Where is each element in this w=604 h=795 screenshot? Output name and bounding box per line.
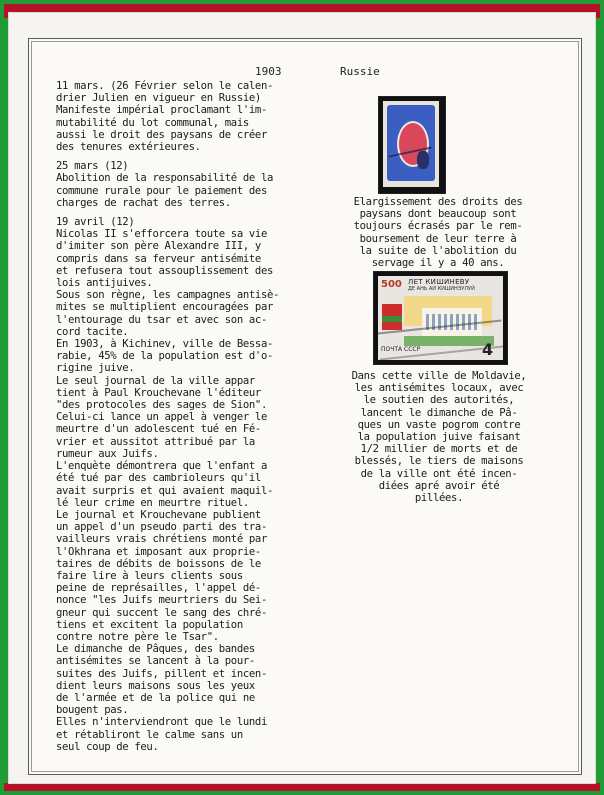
coat-of-arms-stripe xyxy=(382,316,402,322)
entry-april-19: 19 avril (12) Nicolas II s'efforcera toute sa vie d'imiter son père Alexandre III, y compris dans sa ferveur antisémite et refusera tout assouplissement des lois antijuives. Sous son règne, les campagnes antisè- mites se multiplient encouragées par l'entourage du tsar et avec son ac- cord tacite. En 1903, à Kichinev, ville de Bessa- rabie, 45% de la population est d'o- rigine juive. Le seul journal de la ville appar tient à Paul Krouchevane l'éditeur "des protocoles des sages de Sion". Celui-ci lance un appel à venger le meurtre d'un adolescent tué en Fé- vrier et aussitot attribué par la rumeur aux Juifs. L'enquète démontrera que l'enfant a été tué par des cambrioleurs qu'il avait surpris et qui avaient maquil- lé leur crime en meurtre rituel. Le journal et Krouchevane publient un appel d'un pseudo parti des tra- vailleurs vrais chrétiens monté par l'Okhrana et imposant aux proprie- taires de débits de boissons de le faire lire à leurs clients sous peine de représailles, l'appel dé- nonce "les Juifs meurtriers du Sei- gneur qui succent le sang des chré- tiens et excitent la population contre notre père le Tsar". Le dimanche de Pâques, des bandes antisémites se lancent à la pour- suites des Juifs, pillent et incen- dient leurs maisons sous les yeux de l'armée et de la police qui ne bougent pas. Elles n'interviendront que le lundi et rétabliront le calme sans un seul coup de feu. xyxy=(56,216,280,753)
stamp-title: ЛЕТ КИШИНЕВУ xyxy=(408,278,470,286)
stamp-kishinev-500-years xyxy=(378,276,503,360)
stamp-subtitle: ДЕ АНЬ АИ КИШИНЭУЛУЙ xyxy=(408,286,475,292)
stamp-country: ПОЧТА СССР xyxy=(381,346,421,353)
stamp-mount-imperial xyxy=(378,96,446,194)
caption-kishinev-stamp: Dans cette ville de Moldavie, les antisémites locaux, avec le soutien des autorités, lancent le dimanche de Pâ- ques un vaste pogrom contre la population juive faisant 1/2 millier de morts et de blessés, le tiers de maisons de la ville ont été incen- diées apré avoir été pillées. xyxy=(351,370,527,505)
history-text-column xyxy=(56,80,321,760)
stamp-blue-field xyxy=(387,105,435,181)
stamp-face-value: 4 xyxy=(482,340,494,359)
entry-march-25: 25 mars (12) Abolition de la responsabilité de la commune rurale pour le paiement des charges de rachat des terres. xyxy=(56,160,274,209)
page-year: 1903 xyxy=(255,65,282,78)
page-country: Russie xyxy=(340,65,380,78)
caption-imperial-stamp: Elargissement des droits des paysans dont beaucoup sont toujours écrasés par le rem- boursement de leur terre à la suite de l'abolition du servage il y a 40 ans. xyxy=(353,196,523,270)
stamp-mount-kishinev xyxy=(373,271,508,365)
stamp-anniversary-number: 500 xyxy=(381,279,402,290)
bottom-red-band xyxy=(4,783,600,791)
stamp-imperial-eagle xyxy=(383,101,439,187)
entry-march-11: 11 mars. (26 Février selon le calen- drier Julien en vigueur en Russie) Manifeste impérial proclamant l'im- mutabilité du lot communal, mais aussi le droit des paysans de créer des tenures extérieures. xyxy=(56,80,274,154)
